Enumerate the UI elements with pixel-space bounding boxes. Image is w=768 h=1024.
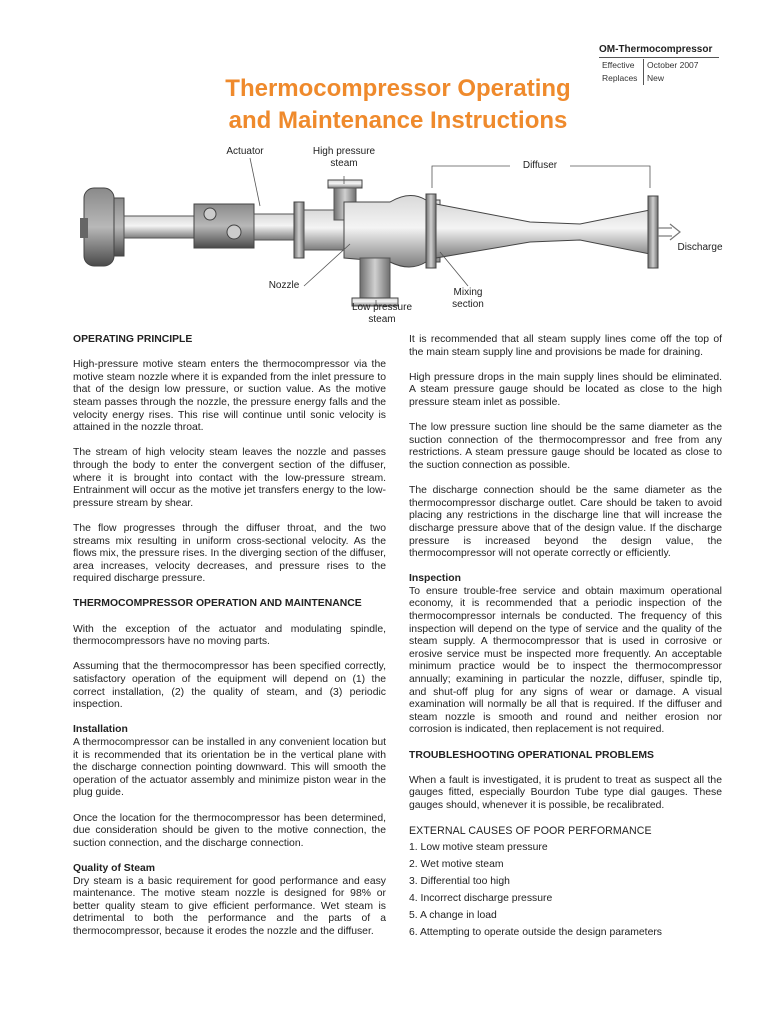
list-item: 2. Wet motive steam	[409, 858, 504, 870]
paragraph: Assuming that the thermocompressor has been specified correctly, satisfactory operation of the equipment will depend on (1) the correct installation, (2) the quality of steam, and (3) periodic inspection.	[73, 661, 386, 711]
heading-troubleshooting: TROUBLESHOOTING OPERATIONAL PROBLEMS	[409, 749, 654, 761]
heading-external-causes: EXTERNAL CAUSES OF POOR PERFORMANCE	[409, 825, 652, 838]
list-item: 4. Incorrect discharge pressure	[409, 892, 553, 904]
paragraph: With the exception of the actuator and modulating spindle, thermocompressors have no moving parts.	[73, 623, 386, 648]
discharge-arrow	[658, 224, 680, 240]
label-low-pressure	[342, 302, 422, 326]
list-item: 3. Differential too high	[409, 875, 510, 887]
actuator-part	[80, 188, 294, 266]
paragraph: High pressure drops in the main supply lines should be eliminated. A steam pressure gauge should be located as close to the high pressure steam inlet as possible.	[409, 371, 722, 408]
label-discharge: Discharge	[677, 242, 723, 253]
paragraph: It is recommended that all steam supply lines come off the top of the main steam supply line and provisions be made for draining.	[409, 334, 722, 358]
label-high-pressure-line2: steam	[330, 158, 358, 169]
page-title	[120, 73, 676, 137]
paragraph: When a fault is investigated, it is prudent to treat as suspect all the gauges fitted, especially Bourdon Tube type dial gauges. These gauges should, whenever it is possible, be recalibrated.	[409, 774, 722, 811]
list-item: 6. Attempting to operate outside the design parameters	[409, 926, 662, 938]
paragraph: The low pressure suction line should be the same diameter as the suction connection of the thermocompressor and free from any restrictions. A steam pressure gauge should be located as close to the suction connection as possible.	[409, 422, 722, 471]
list-item: 5. A change in load	[409, 909, 497, 921]
label-nozzle: Nozzle	[268, 280, 300, 291]
thermocompressor-diagram	[60, 140, 730, 330]
replaces-label: Replaces	[599, 72, 644, 85]
diffuser-part	[426, 194, 658, 268]
causes-list	[409, 842, 722, 940]
label-actuator: Actuator	[226, 146, 264, 157]
heading-operation-maintenance: THERMOCOMPRESSOR OPERATION AND MAINTENANCE	[73, 598, 362, 610]
label-high-pressure	[302, 146, 386, 170]
title-line-1: Thermocompressor Operating	[225, 75, 571, 102]
heading-inspection: Inspection	[409, 573, 461, 585]
low-pressure-inlet	[352, 258, 398, 306]
left-column	[73, 334, 386, 951]
paragraph: The discharge connection should be the same diameter as the thermocompressor discharge outlet. Care should be taken to avoid placing any restrictions in the discharge line that will increase the discharge pressure above that of the design value. If the discharge pressure is increased beyond the design value, the thermocompressor will not operate correctly or efficiently.	[409, 485, 722, 560]
label-low-pressure-line1: Low pressure	[351, 302, 413, 313]
document-id: OM-Thermocompressor	[599, 44, 719, 58]
heading-quality-of-steam: Quality of Steam	[73, 862, 155, 874]
effective-label: Effective	[599, 59, 644, 72]
label-diffuser: Diffuser	[522, 160, 558, 171]
paragraph: Dry steam is a basic requirement for good performance and easy maintenance. The motive steam nozzle is designed for 98% or better quality steam to give efficient performance. Wet steam is detrimental to both the performance and the parts of a thermocompressor, because it erodes the nozzle and the diffuser.	[73, 875, 386, 937]
right-column	[409, 334, 722, 944]
replaces-value: New	[647, 73, 665, 83]
label-high-pressure-line1: High pressure	[312, 146, 376, 157]
heading-operating-principle: OPERATING PRINCIPLE	[73, 334, 193, 345]
title-line-2: and Maintenance Instructions	[228, 107, 568, 134]
label-mixing-line2: section	[452, 299, 484, 310]
label-low-pressure-line2: steam	[368, 314, 396, 325]
paragraph: The stream of high velocity steam leaves the nozzle and passes through the body to enter the convergent section of the diffuser, where it is brought into contact with the low-pressure stream. Entrainment will occur as the motive jet transfers energy to the low-pressure stream by shear.	[73, 447, 386, 509]
label-mixing-line1: Mixing	[453, 287, 483, 298]
paragraph: High-pressure motive steam enters the thermocompressor via the motive steam nozzle where it is expanded from the inlet pressure to that of the design low pressure, or suction value. As the motive steam passes through the nozzle, the pressure energy falls and the velocity energy rises. This rise will continue until sonic velocity is attained in the nozzle throat.	[73, 359, 386, 434]
effective-value: October 2007	[647, 60, 699, 70]
label-mixing-section	[444, 287, 492, 311]
list-item: 1. Low motive steam pressure	[409, 841, 548, 853]
paragraph: To ensure trouble-free service and obtain maximum operational economy, it is recommended that a periodic inspection of the thermocompressor internals be conducted. The frequency of this inspection will depend on the type of service and the quality of the steam supply. A thermocompressor that is used in corrosive or erosive service must be inspected more frequently. An acceptable minimum practice would be to inspect the thermocompressor annually; examining in particular the nozzle, diffuser, spindle tip, and shut-off plug for any signs of wear or damage. A visual examination will normally be all that is required. If the diffuser and steam nozzle is smooth and round and neither erosion nor corrosion is indicated, then replacement is not required.	[409, 585, 722, 736]
heading-installation: Installation	[73, 724, 128, 736]
paragraph: The flow progresses through the diffuser throat, and the two streams mix resulting in uniform cross-sectional velocity. As the flows mix, the pressure rises. In the diverging section of the diffuser, area increases, velocity decreases, and pressure rises to the required discharge pressure.	[73, 522, 386, 585]
paragraph: A thermocompressor can be installed in any convenient location but it is recommended that its orientation be in the vertical plane with the discharge connection pointing downward. This will smooth the operation of the actuator assembly and minimize piston wear in the plug guide.	[73, 737, 386, 799]
paragraph: Once the location for the thermocompressor has been determined, due consideration should be given to the motive connection, the suction connection, and the discharge connection.	[73, 812, 386, 849]
